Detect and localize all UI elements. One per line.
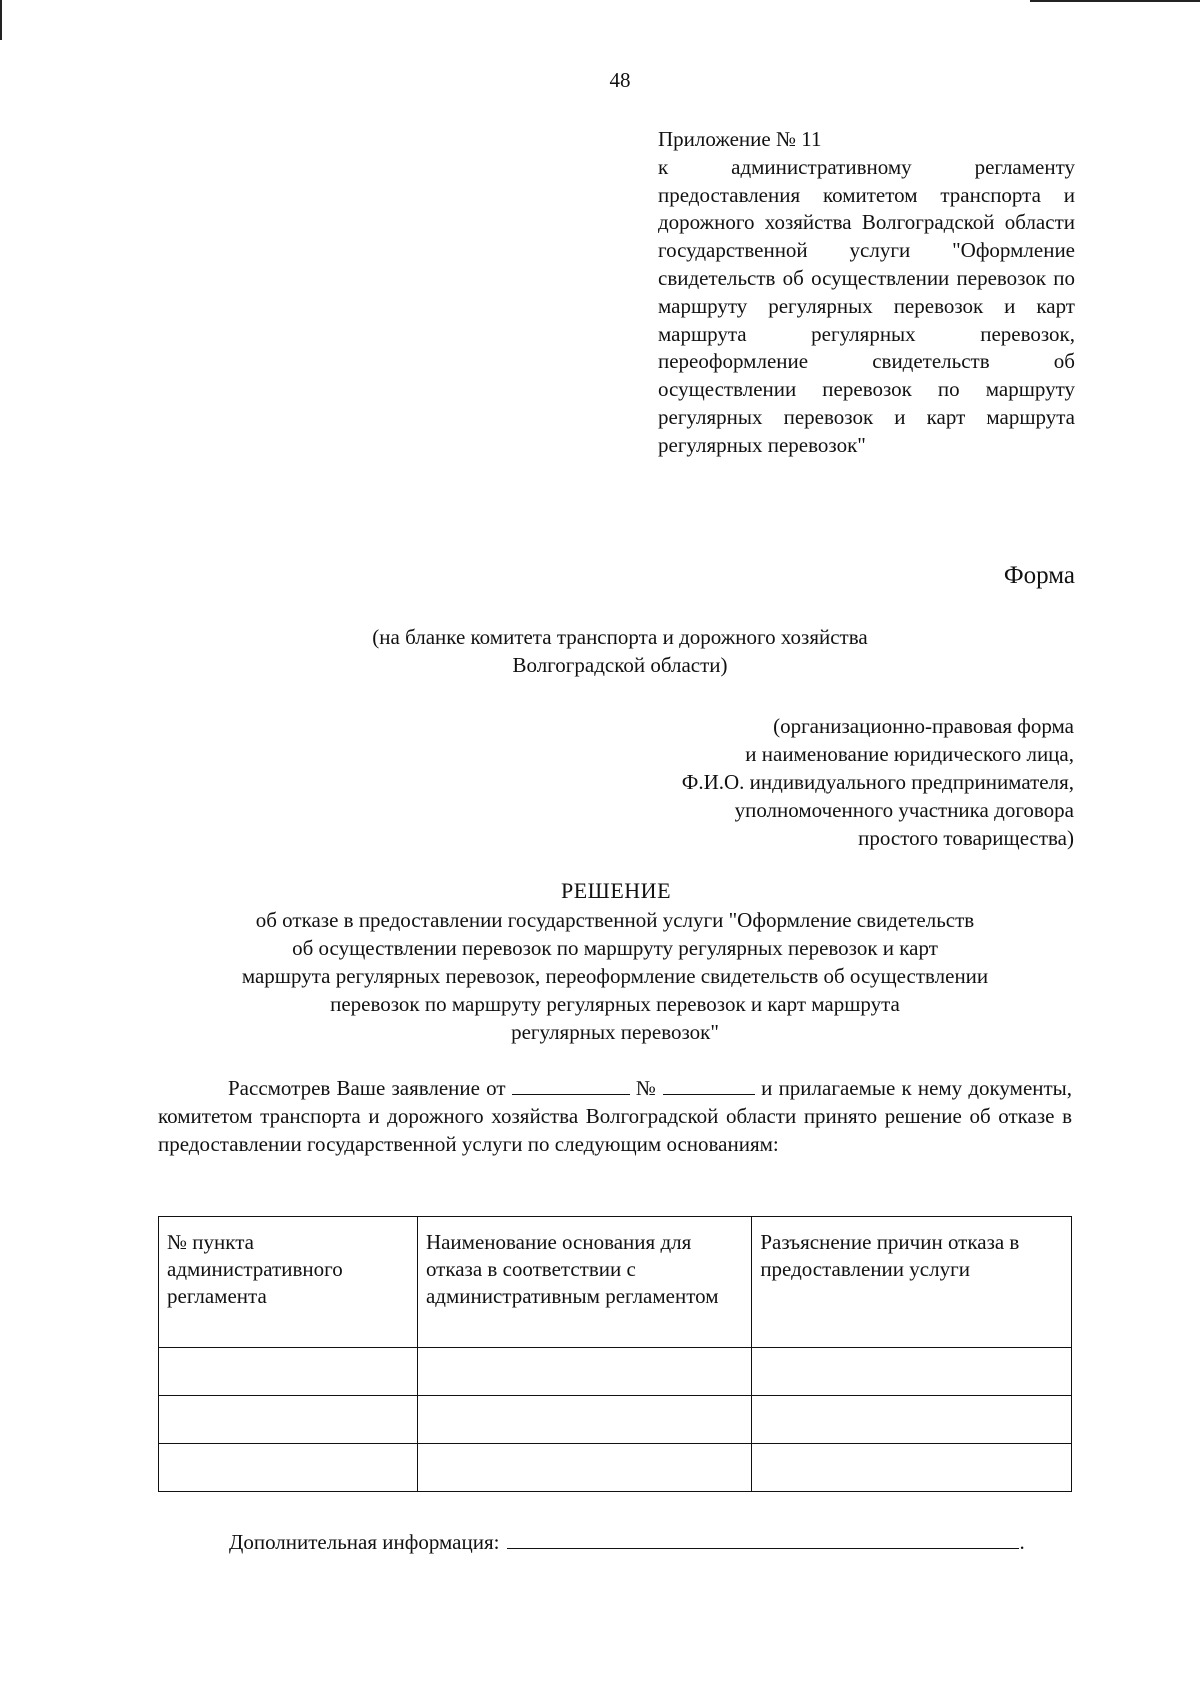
additional-info-end: .: [1019, 1530, 1025, 1554]
recipient-line: уполномоченного участника договора: [734, 798, 1074, 822]
table-cell[interactable]: [752, 1396, 1072, 1444]
form-label: Форма: [1003, 562, 1075, 589]
additional-info-label: Дополнительная информация:: [229, 1530, 500, 1554]
recipient-line: простого товарищества): [858, 826, 1074, 850]
table-cell[interactable]: [752, 1348, 1072, 1396]
scan-edge-left: [0, 0, 2, 40]
table-cell[interactable]: [159, 1348, 418, 1396]
body-paragraph: [158, 1073, 1072, 1158]
table-header-row: [159, 1217, 1072, 1348]
recipient-line: и наименование юридического лица,: [745, 742, 1074, 766]
decision-subtitle: [150, 906, 1080, 1046]
table-cell[interactable]: [417, 1444, 751, 1492]
letterhead-line: Волгоградской области): [512, 653, 728, 677]
appendix-body: к административному регламенту предоставления комитетом транспорта и дорожного хозяйства Волгоградской области государственной услуги "Оформление свидетельств об осуществлении перевозок по маршруту регулярных перевозок и карт маршрута регулярных перевозок, переоформление свидетельств об осуществлении перевозок по маршруту регулярных перевозок и карт маршрута регулярных перевозок": [658, 154, 1075, 457]
header-refusal-explanation: Разъяснение причин отказа в предоставлении услуги: [752, 1217, 1072, 1348]
letterhead-line: (на бланке комитета транспорта и дорожного хозяйства: [372, 625, 868, 649]
additional-info: [229, 1527, 1025, 1555]
table-row: [159, 1444, 1072, 1492]
decision-line: регулярных перевозок": [511, 1020, 719, 1044]
refusal-reasons-table: [158, 1216, 1072, 1492]
table-cell[interactable]: [159, 1396, 418, 1444]
appendix-title: Приложение № 11: [658, 127, 822, 151]
body-text-start: Рассмотрев Ваше заявление от: [228, 1076, 506, 1100]
decision-line: об отказе в предоставлении государственной услуги "Оформление свидетельств: [255, 908, 975, 932]
application-date-field[interactable]: [512, 1073, 630, 1095]
table-cell[interactable]: [417, 1396, 751, 1444]
header-refusal-ground: Наименование основания для отказа в соответствии с административным регламентом: [417, 1217, 751, 1348]
recipient-block: [560, 712, 1074, 852]
table-row: [159, 1396, 1072, 1444]
recipient-line: (организационно-правовая форма: [773, 714, 1074, 738]
table-cell[interactable]: [159, 1444, 418, 1492]
letterhead-note: [300, 623, 940, 679]
recipient-line: Ф.И.О. индивидуального предпринимателя,: [681, 770, 1074, 794]
application-number-field[interactable]: [663, 1073, 755, 1095]
table-cell[interactable]: [417, 1348, 751, 1396]
page-number: 48: [609, 68, 631, 92]
scan-edge-top: [1030, 0, 1200, 2]
additional-info-field[interactable]: [507, 1527, 1019, 1549]
decision-line: перевозок по маршруту регулярных перевозок и карт маршрута: [330, 992, 900, 1016]
decision-line: об осуществлении перевозок по маршруту регулярных перевозок и карт: [292, 936, 938, 960]
appendix-block: [658, 126, 1075, 460]
table-cell[interactable]: [752, 1444, 1072, 1492]
table-row: [159, 1348, 1072, 1396]
decision-title: РЕШЕНИЕ: [560, 878, 672, 903]
number-sign: №: [635, 1076, 657, 1100]
header-regulation-item: № пункта административного регламента: [159, 1217, 418, 1348]
decision-line: маршрута регулярных перевозок, переоформление свидетельств об осуществлении: [241, 964, 989, 988]
body-text-rest: и прилагаемые к нему документы, комитетом транспорта и дорожного хозяйства Волгоградской области принято решение об отказе в предоставлении государственной услуги по следующим основаниям:: [158, 1076, 1073, 1156]
